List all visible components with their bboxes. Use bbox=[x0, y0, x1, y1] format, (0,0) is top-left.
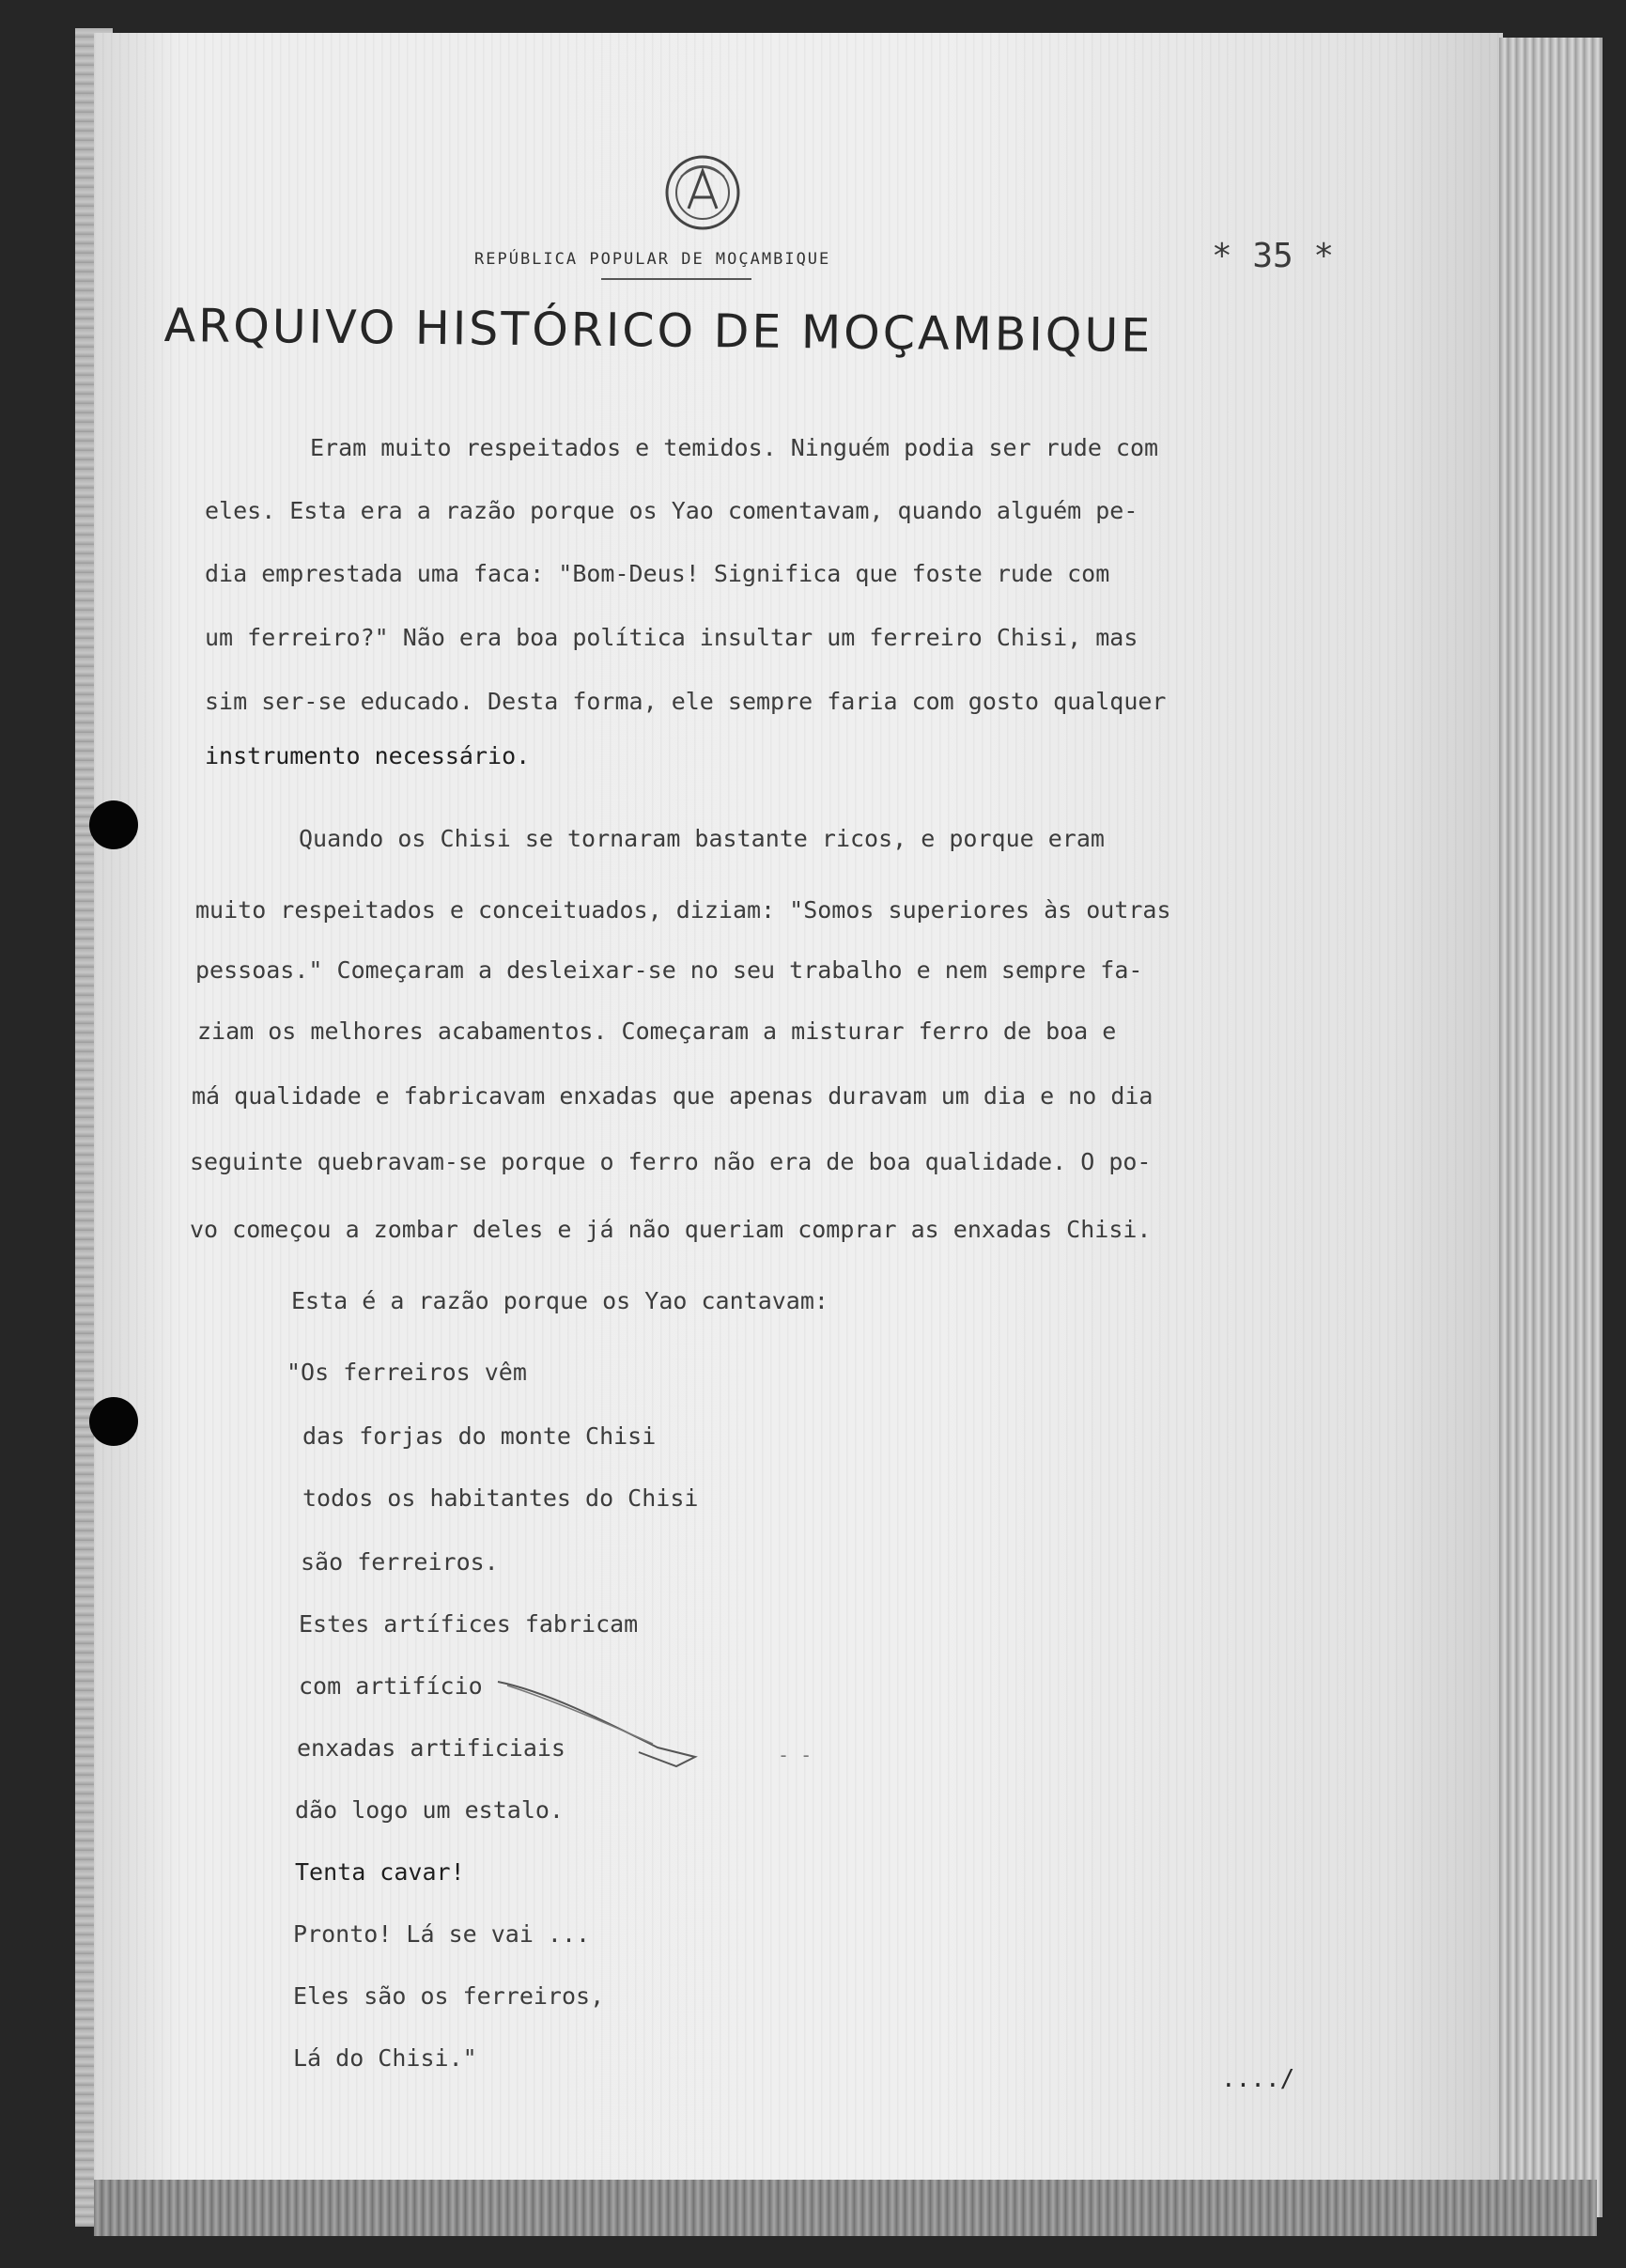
paragraph-2-line-3: pessoas." Começaram a desleixar-se no seu trabalho e nem sempre fa- bbox=[195, 956, 1143, 984]
song-line-3: todos os habitantes do Chisi bbox=[302, 1484, 699, 1512]
archive-title: ARQUIVO HISTÓRICO DE MOÇAMBIQUE bbox=[163, 299, 1154, 364]
song-line-9: Tenta cavar! bbox=[295, 1858, 465, 1886]
handwritten-strike-mark bbox=[488, 1663, 705, 1776]
paragraph-1-line-4: um ferreiro?" Não era boa política insultar um ferreiro Chisi, mas bbox=[205, 624, 1138, 651]
paper-sheet bbox=[94, 33, 1503, 2222]
paragraph-1-line-5: sim ser-se educado. Desta forma, ele sempre faria com gosto qualquer bbox=[205, 688, 1167, 715]
punch-hole-bottom bbox=[89, 1397, 138, 1446]
song-line-5: Estes artífices fabricam bbox=[299, 1610, 639, 1638]
stacked-page-edges bbox=[1499, 38, 1603, 2217]
paragraph-2-line-4: ziam os melhores acabamentos. Começaram a misturar ferro de boa e bbox=[197, 1017, 1117, 1045]
page-number: * 35 * bbox=[1212, 237, 1335, 275]
stray-dash-mark: - - bbox=[778, 1744, 813, 1766]
paragraph-1-line-3: dia emprestada uma faca: "Bom-Deus! Significa que foste rude com bbox=[205, 560, 1110, 587]
paragraph-1-line-1: Eram muito respeitados e temidos. Ninguém podia ser rude com bbox=[310, 434, 1159, 461]
song-line-2: das forjas do monte Chisi bbox=[302, 1422, 657, 1450]
paragraph-2-line-1: Quando os Chisi se tornaram bastante ricos, e porque eram bbox=[299, 825, 1105, 852]
bottom-page-edges bbox=[94, 2180, 1597, 2236]
paragraph-1-line-2: eles. Esta era a razão porque os Yao comentavam, quando alguém pe- bbox=[205, 497, 1138, 524]
song-line-12: Lá do Chisi." bbox=[293, 2044, 477, 2072]
song-line-8: dão logo um estalo. bbox=[295, 1796, 564, 1824]
song-line-10: Pronto! Lá se vai ... bbox=[293, 1920, 591, 1948]
paragraph-2-line-7: vo começou a zombar deles e já não queriam comprar as enxadas Chisi. bbox=[190, 1216, 1152, 1243]
paragraph-2-line-2: muito respeitados e conceituados, diziam: "Somos superiores às outras bbox=[195, 896, 1171, 924]
song-line-6: com artifício bbox=[299, 1672, 483, 1700]
song-intro: Esta é a razão porque os Yao cantavam: bbox=[291, 1287, 828, 1314]
paragraph-2-line-6: seguinte quebravam-se porque o ferro não era de boa qualidade. O po- bbox=[190, 1148, 1152, 1175]
paragraph-1-line-6: instrumento necessário. bbox=[205, 742, 531, 769]
punch-hole-top bbox=[89, 800, 138, 849]
song-line-1: "Os ferreiros vêm bbox=[286, 1359, 527, 1386]
heading-divider bbox=[601, 278, 751, 280]
song-line-7: enxadas artificiais bbox=[297, 1734, 565, 1762]
song-line-11: Eles são os ferreiros, bbox=[293, 1982, 605, 2010]
republic-heading: REPÚBLICA POPULAR DE MOÇAMBIQUE bbox=[474, 250, 831, 269]
continued-mark: ..../ bbox=[1221, 2065, 1295, 2093]
republic-emblem-icon bbox=[660, 150, 745, 235]
song-line-4: são ferreiros. bbox=[301, 1548, 499, 1576]
paragraph-2-line-5: má qualidade e fabricavam enxadas que apenas duravam um dia e no dia bbox=[192, 1082, 1154, 1110]
